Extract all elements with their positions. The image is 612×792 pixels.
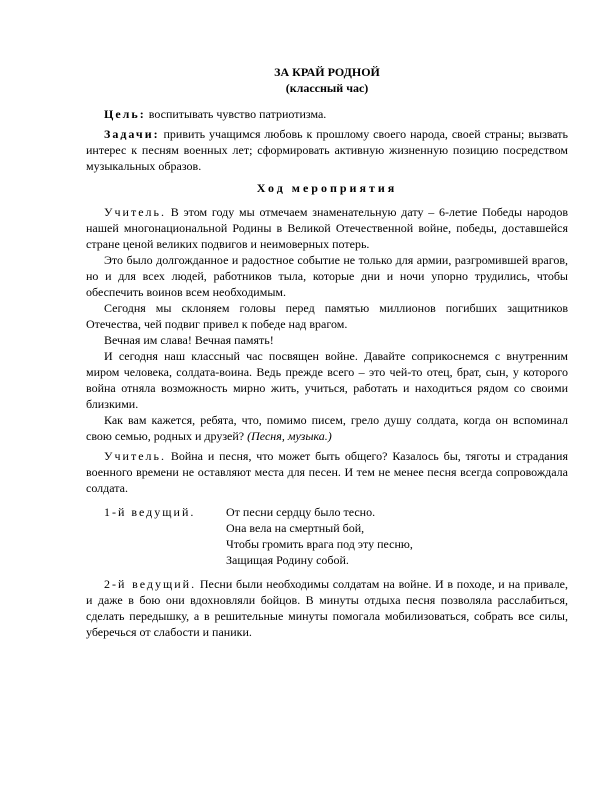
paragraph-5: И сегодня наш классный час посвящен войне. Давайте соприкоснемся с внутренним миром человека, солдата-воина. Ведь прежде всего – это чей-то отец, брат, сын, у которого война отняла возможность мирно жить, учиться, работать и находиться рядом со своими близкими. (86, 349, 568, 411)
goal-paragraph (86, 106, 568, 122)
tasks-text: привить учащимся любовь к прошлому своего народа, своей страны; вызвать интерес к песням военных лет; сформировать активную жизненную позицию посредством музыкальных образов. (86, 127, 568, 173)
poem-line: От песни сердцу было тесно. (226, 505, 376, 519)
paragraph-3: Сегодня мы склоняем головы перед памятью миллионов погибших защитников Отечества, чей подвиг привел к победе над врагом. (86, 301, 568, 331)
speaker-host-2: 2-й ведущий. (104, 577, 197, 591)
paragraph-6-note: (Песня, музыка.) (247, 429, 332, 443)
poem-speaker: 1-й ведущий. (104, 505, 196, 519)
poem-line: Она вела на смертный бой, (226, 521, 365, 535)
document-subtitle: (классный час) (285, 81, 369, 95)
paragraph-8 (86, 576, 568, 640)
paragraph-2: Это было долгожданное и радостное событие не только для армии, разгромившей врагов, но и для всех людей, работников тыла, которые дни и ночи упорно трудились, чтобы обеспечить воинов всем необходимым. (86, 253, 568, 299)
tasks-label: Задачи: (104, 127, 160, 141)
speaker-teacher: Учитель. (104, 205, 166, 219)
paragraph-6 (86, 412, 568, 444)
tasks-paragraph (86, 126, 568, 174)
paragraph-8-text: Песни были необходимы солдатам на войне. И в походе, и на привале, и даже в бою они вдохновляли бойцов. В минуты отдыха песня позволяла расслабиться, сделать передышку, а в решительные минуты помогала мобилизоваться, собрать все силы, уберечься от слабости и паники. (86, 577, 568, 639)
poem-line: Защищая Родину собой. (226, 553, 349, 567)
poem-line: Чтобы громить врага под эту песню, (226, 537, 413, 551)
poem-lines (226, 504, 413, 568)
paragraph-7 (86, 448, 568, 496)
speaker-teacher-2: Учитель. (104, 449, 166, 463)
section-heading: Ход мероприятия (256, 181, 398, 195)
document-title: ЗА КРАЙ РОДНОЙ (274, 65, 380, 79)
paragraph-7-text: Война и песня, что может быть общего? Казалось бы, тяготы и страдания военного времени не оставляют места для песен. И тем не менее песня всегда сопровождала солдата. (86, 449, 568, 495)
paragraph-6-text: Как вам кажется, ребята, что, помимо писем, грело душу солдата, когда он вспоминал свою семью, родных и друзей? (86, 413, 568, 443)
paragraph-4: Вечная им слава! Вечная память! (104, 333, 274, 347)
paragraph-1-text: В этом году мы отмечаем знаменательную дату – 6-летие Победы народов нашей многонациональной Родины в Великой Отечественной войне, победы, доставшейся стране ценой великих подвигов и неимоверных потерь. (86, 205, 568, 251)
paragraph-1 (86, 204, 568, 252)
goal-text: воспитывать чувство патриотизма. (145, 107, 327, 121)
document-page (86, 64, 568, 640)
goal-label: Цель: (104, 107, 146, 121)
poem-block (86, 504, 568, 568)
